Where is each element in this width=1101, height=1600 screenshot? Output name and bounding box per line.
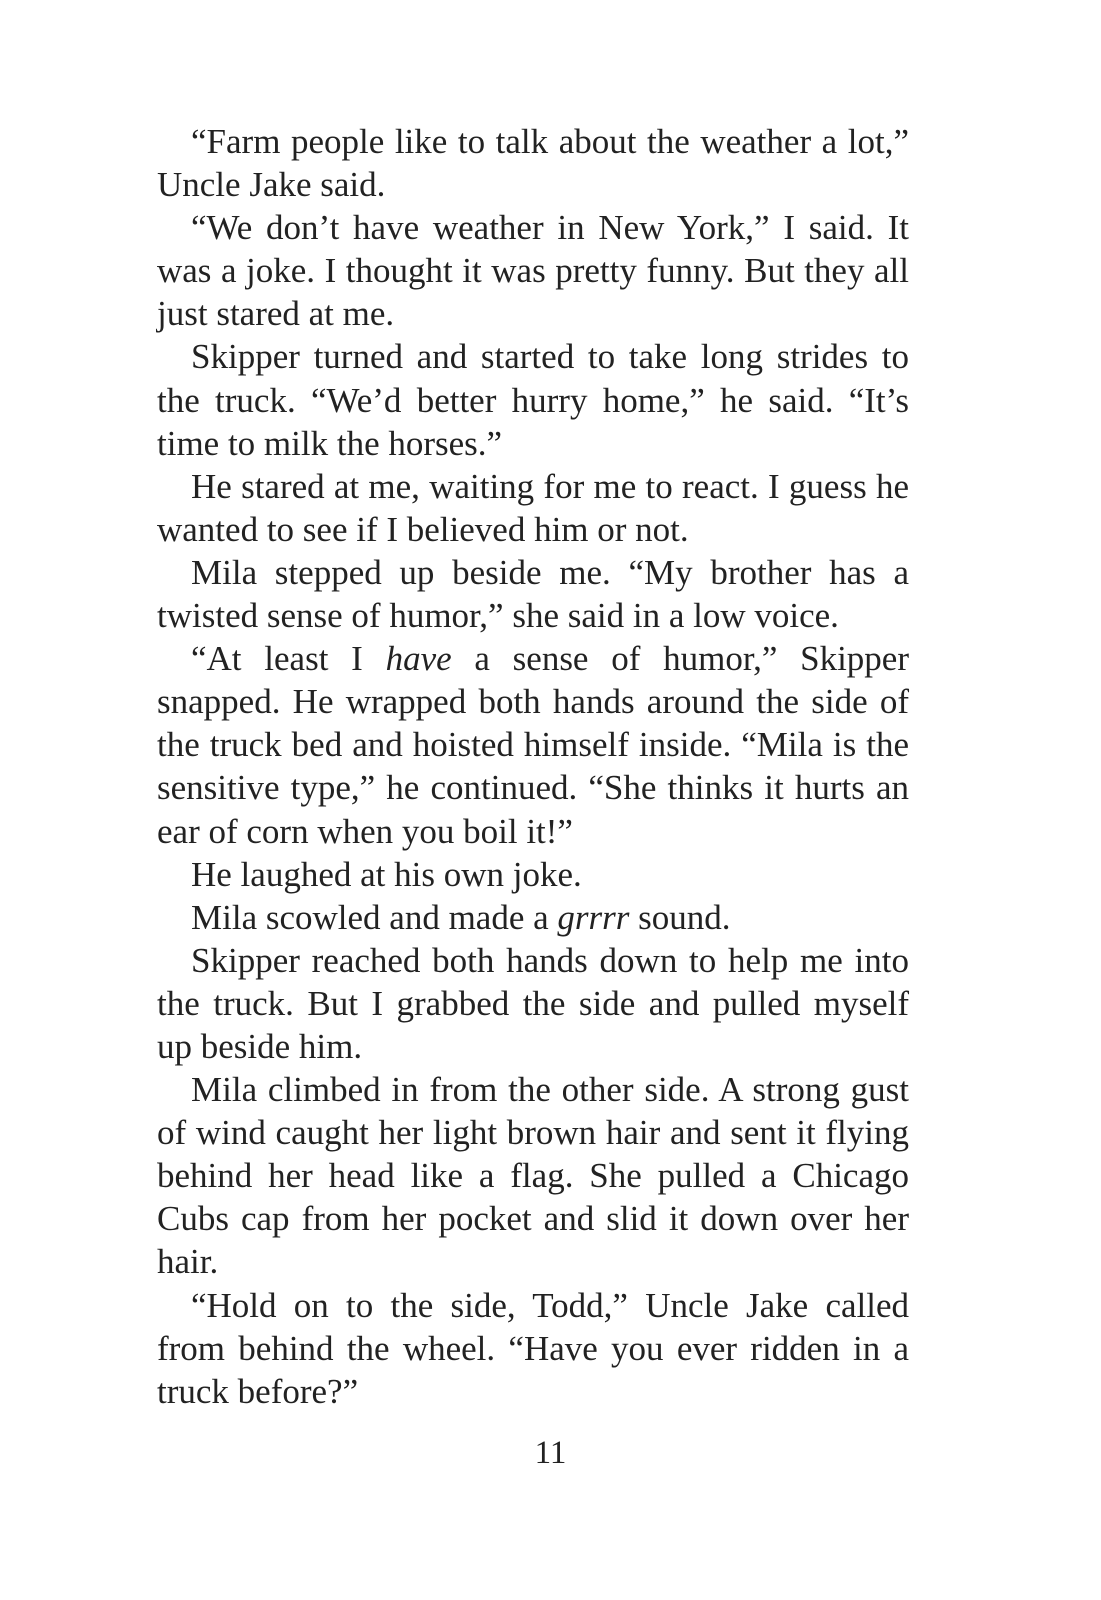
emphasized-word: grrrr: [557, 897, 630, 937]
emphasized-word: have: [385, 639, 452, 679]
paragraph-segment: sound.: [629, 897, 731, 937]
paragraph-hold-on: “Hold on to the side, Todd,” Uncle Jake called from behind the wheel. “Have you ever ridden in a truck before?”: [157, 1285, 909, 1411]
page-number: 11: [534, 1435, 567, 1471]
paragraph-stared-at-me: He stared at me, waiting for me to react. I guess he wanted to see if I believed him or not.: [157, 466, 909, 549]
paragraph-mila-stepped-up: Mila stepped up beside me. “My brother has a twisted sense of humor,” she said in a low voice.: [157, 552, 909, 636]
paragraph-mila-climbed: Mila climbed in from the other side. A strong gust of wind caught her light brown hair and sent it flying behind her head like a flag. She pulled a Chicago Cubs cap from her pocket and slid it down over her hair.: [157, 1070, 909, 1282]
paragraph-laughed: He laughed at his own joke.: [191, 854, 582, 894]
paragraph-segment: Mila scowled and made a: [191, 897, 558, 937]
paragraph-sense-of-humor: [157, 637, 909, 852]
paragraph-skipper-strides: Skipper turned and started to take long strides to the truck. “We’d better hurry home,” he said. “It’s time to milk the horses.”: [157, 337, 909, 463]
paragraph-mila-scowled: [157, 896, 909, 939]
paragraph-segment: a sense of humor,” Skipper snapped. He wrapped both hands around the side of the truck bed and hoisted himself inside. “Mila is the sensitive type,” he continued. “She thinks it hurts an ear of corn when you boil it!”: [157, 639, 909, 851]
body-text: [157, 120, 909, 1413]
paragraph-segment: “At least I: [191, 639, 386, 679]
paragraph-new-york-joke: “We don’t have weather in New York,” I said. It was a joke. I thought it was pretty funny. But they all just stared at me.: [157, 208, 909, 334]
paragraph-into-the-truck: Skipper reached both hands down to help me into the truck. But I grabbed the side and pulled myself up beside him.: [157, 940, 909, 1066]
paragraph-farm-people: “Farm people like to talk about the weather a lot,” Uncle Jake said.: [157, 122, 909, 205]
